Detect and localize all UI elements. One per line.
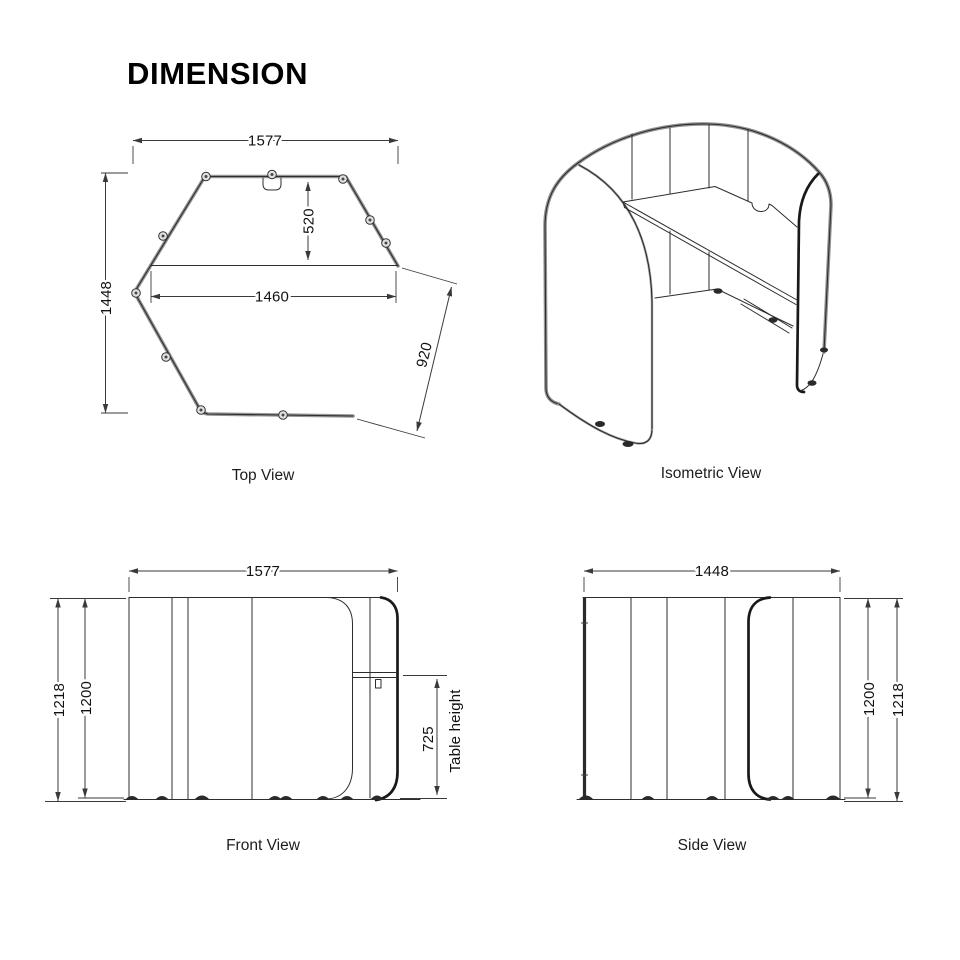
front-dim-overall-width-value: 1577 xyxy=(245,563,281,580)
front-view-caption: Front View xyxy=(226,837,300,854)
front-dim-table-height-value: 725 xyxy=(420,726,437,752)
front-dim-panel-height-value: 1200 xyxy=(78,680,95,716)
top-dim-overall-width-value: 1577 xyxy=(247,132,283,150)
side-dim-overall-depth-value: 1448 xyxy=(694,563,730,580)
side-dim-overall-height-value: 1218 xyxy=(890,682,907,718)
top-dim-side-panel-value: 920 xyxy=(413,340,436,370)
top-view-caption: Top View xyxy=(231,467,295,484)
side-dim-panel-height-value: 1200 xyxy=(861,681,878,717)
front-dim-overall-height-value: 1218 xyxy=(51,682,68,718)
top-dim-overall-depth-value: 1448 xyxy=(98,280,115,316)
side-view-caption: Side View xyxy=(677,837,747,854)
top-dim-desk-inset-value: 520 xyxy=(300,208,318,234)
front-table-height-label: Table height xyxy=(447,689,464,773)
isometric-view-caption: Isometric View xyxy=(660,465,762,482)
page-title: DIMENSION xyxy=(127,56,309,91)
top-dim-inner-width-value: 1460 xyxy=(254,288,290,306)
